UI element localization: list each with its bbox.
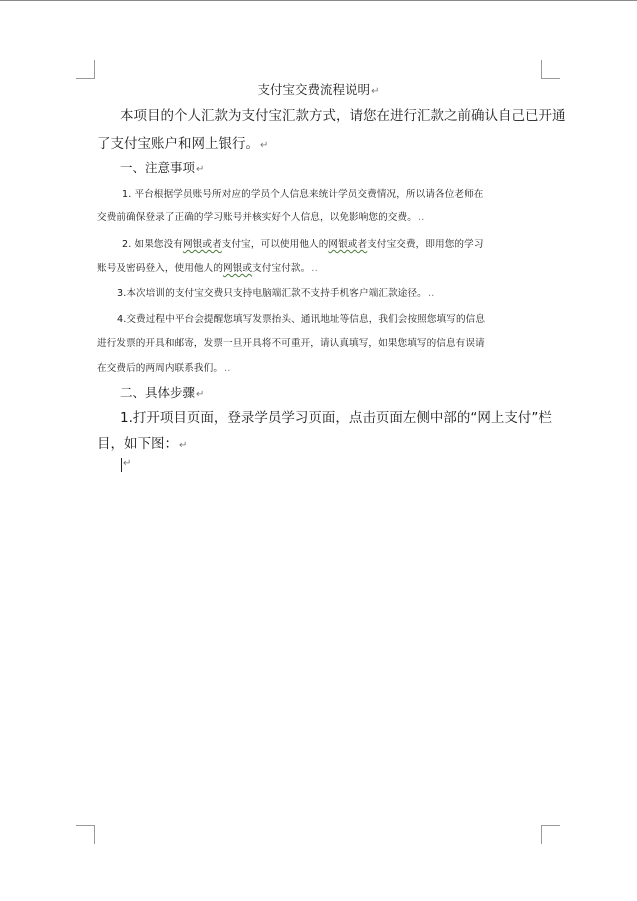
intro-line-2: 了支付宝账户和网上银行。↵ — [97, 136, 269, 152]
window-top-border — [0, 0, 637, 1]
paragraph-mark: ↵ — [196, 389, 205, 400]
note-4-line-1: 4.交费过程中平台会提醒您填写发票抬头、通讯地址等信息，我们会按照您填写的信息 — [117, 314, 486, 325]
paragraph-mark: .. — [427, 288, 435, 299]
margin-corner-top-right — [541, 60, 560, 79]
document-title: 支付宝交费流程说明↵ — [257, 82, 380, 97]
margin-corner-top-left — [76, 60, 95, 79]
margin-corner-bottom-left — [76, 825, 95, 844]
paragraph-mark: .. — [224, 363, 231, 374]
note-4-line-3: 在交费后的两周内联系我们。.. — [97, 363, 231, 374]
note-3-line-1: 3.本次培训的支付宝交费只支持电脑端汇款不支持手机客户端汇款途径。.. — [117, 288, 435, 299]
intro-line-1: 本项目的个人汇款为支付宝汇款方式，请您在进行汇款之前确认自己已开通 — [120, 108, 566, 124]
text-cursor — [121, 458, 122, 472]
paragraph-mark: .. — [311, 263, 318, 274]
step-1-line-1: 1.打开项目页面，登录学员学习页面，点击页面左侧中部的“网上支付”栏 — [120, 410, 552, 426]
spellcheck-underline: 网银或 — [223, 263, 253, 274]
note-2-line-1: 2. 如果您没有网银或者支付宝，可以使用他人的网银或者支付宝交费，即用您的学习 — [122, 239, 484, 250]
note-1-line-1: 1. 平台根据学员账号所对应的学员个人信息来统计学员交费情况，所以请各位老师在 — [122, 189, 484, 200]
step-1-line-2: 目，如下图：↵ — [97, 436, 188, 452]
empty-paragraph-mark: ↵ — [123, 458, 132, 469]
paragraph-mark: ↵ — [260, 140, 269, 151]
note-2-line-2: 账号及密码登入，使用他人的网银或支付宝付款。.. — [97, 263, 318, 274]
note-4-line-2: 进行发票的开具和邮寄，发票一旦开具将不可重开，请认真填写，如果您填写的信息有误请 — [97, 338, 485, 349]
paragraph-mark: ↵ — [371, 86, 380, 97]
section-heading-notes: 一、注意事项↵ — [120, 160, 205, 175]
spellcheck-underline: 网银或者 — [328, 239, 368, 250]
note-1-line-2: 交费前确保登录了正确的学习账号并核实好个人信息，以免影响您的交费。.. — [97, 212, 425, 223]
spellcheck-underline: 网银或者 — [182, 239, 222, 250]
margin-corner-bottom-right — [541, 825, 560, 844]
section-heading-steps: 二、具体步骤↵ — [120, 385, 205, 400]
paragraph-mark: .. — [417, 212, 425, 223]
paragraph-mark: ↵ — [179, 440, 188, 451]
paragraph-mark: ↵ — [196, 164, 205, 175]
